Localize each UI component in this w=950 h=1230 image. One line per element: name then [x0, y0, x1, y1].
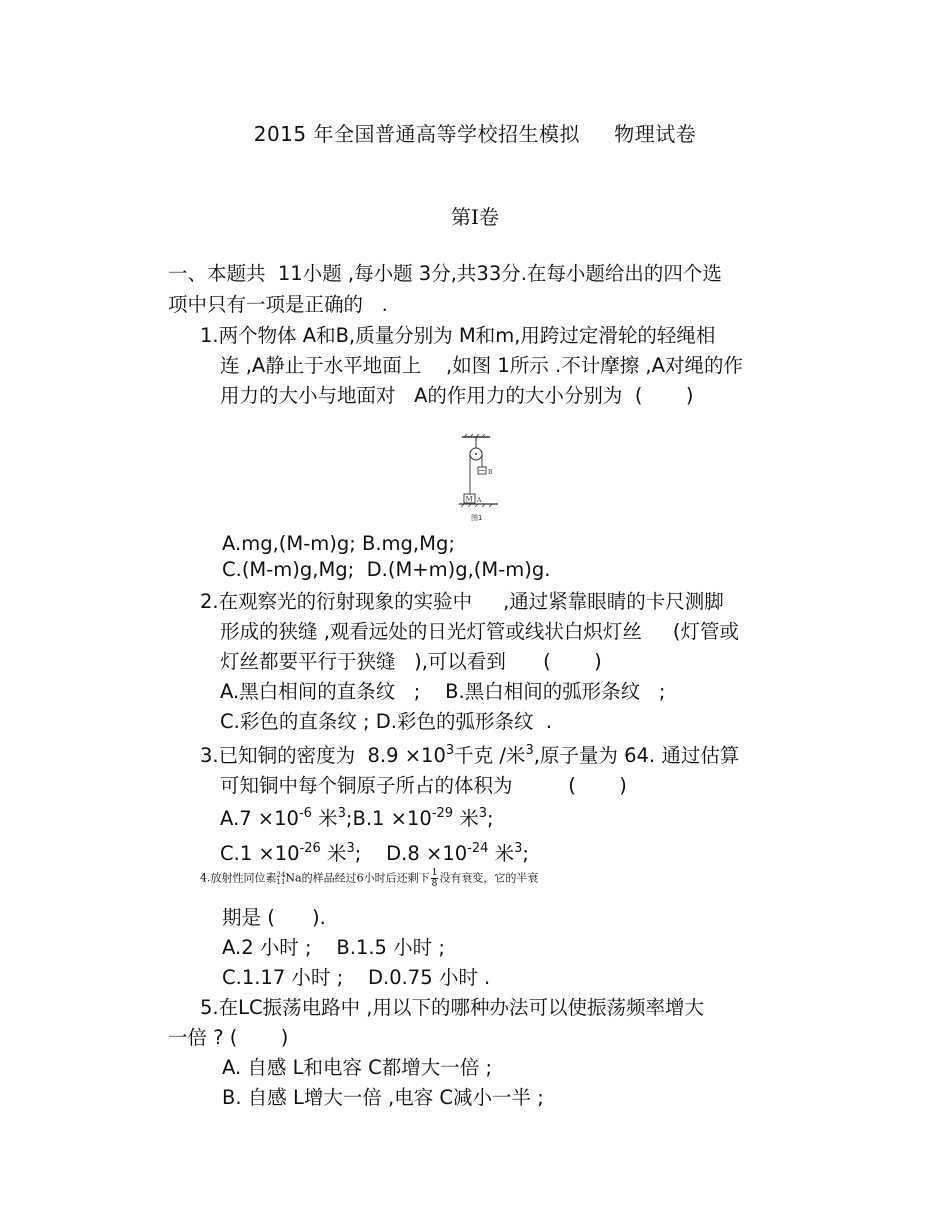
pulley-axle: [475, 453, 477, 455]
question-2-line: 灯丝都要平行于狭缝 ),可以看到 ( ): [220, 650, 602, 673]
question-2-option: A.黑白相间的直条纹 ; B.黑白相间的弧形条纹 ;: [220, 680, 666, 703]
question-2-option: C.彩色的直条纹 ; D.彩色的弧形条纹 .: [220, 710, 553, 733]
q3-density-exponent: 3: [445, 743, 455, 758]
unit: 米: [311, 807, 338, 830]
unit: 米: [453, 807, 479, 830]
separator: ;: [522, 842, 529, 865]
q3-option-b: ;B.1 ×10: [345, 807, 432, 830]
question-4-line: 期是 ( ).: [222, 906, 326, 929]
q3-density-unit: 千克 /米: [454, 744, 526, 767]
question-2-line: 形成的狭缝 ,观看远处的日光灯管或线状白炽灯丝 (灯管或: [220, 620, 739, 643]
fraction-numerator: 1: [431, 868, 438, 878]
exponent: -26: [299, 841, 321, 856]
pulley-svg: [456, 434, 506, 524]
label-b: B: [488, 469, 493, 476]
q3-option-a: A.7 ×10: [220, 807, 299, 830]
q3-atomic-mass-text: ,原子量为 64. 通过估算: [533, 744, 740, 767]
section-intro-line: 项中只有一项是正确的 .: [168, 293, 388, 316]
question-2-line: 2.在观察光的衍射现象的实验中 ,通过紧靠眼睛的卡尺测脚: [200, 590, 724, 613]
exponent: 3: [346, 841, 355, 856]
section-intro-line: 一、本题共 11小题 ,每小题 3分,共33分.在每小题给出的四个选: [168, 262, 722, 285]
question-5-option: A. 自感 L和电容 C都增大一倍 ;: [222, 1056, 493, 1079]
q4-text: 没有衰变，它的半衰: [439, 871, 539, 885]
question-5-line: 5.在LC振荡电路中 ,用以下的哪种办法可以使振荡频率增大: [200, 996, 704, 1019]
exponent: 3: [514, 841, 523, 856]
label-m: M: [465, 495, 473, 504]
atomic-number: 11: [276, 877, 286, 886]
fraction: [431, 868, 439, 889]
question-1-line: 用力的大小与地面对 A的作用力的大小分别为 ( ): [220, 384, 694, 407]
unit: 米: [488, 842, 515, 865]
question-1-line: 1.两个物体 A和B,质量分别为 M和m,用跨过定滑轮的轻绳相: [200, 324, 716, 347]
unit: 米: [320, 842, 347, 865]
q4-text: 4.放射性同位素: [200, 871, 277, 885]
separator: ;: [487, 807, 494, 830]
question-1-option: C.(M-m)g,Mg; D.(M+m)g,(M-m)g.: [222, 558, 551, 581]
q3-option-c: C.1 ×10: [220, 842, 300, 865]
q3-density-text: 3.已知铜的密度为 8.9 ×10: [200, 744, 446, 767]
question-3-line: [200, 740, 739, 768]
exam-title: 2015 年全国普通高等学校招生模拟 物理试卷: [253, 122, 697, 146]
question-4-option: C.1.17 小时 ; D.0.75 小时 .: [222, 966, 491, 989]
mass-number: 24: [276, 870, 286, 879]
question-4-option: A.2 小时 ; B.1.5 小时 ;: [222, 936, 445, 959]
figure-caption: 图1: [471, 514, 483, 522]
figure-1-pulley-diagram: [456, 434, 506, 524]
question-5-option: B. 自感 L增大一倍 ,电容 C减小一半 ;: [222, 1086, 544, 1109]
exponent: -29: [431, 806, 454, 821]
q3-density-unit-exponent: 3: [525, 743, 534, 758]
fraction-denominator: 8: [431, 879, 438, 889]
question-5-line: 一倍 ? ( ): [168, 1026, 289, 1049]
question-3-options-ab: [220, 803, 494, 831]
exponent: -24: [467, 841, 489, 856]
question-1-line: 连 ,A静止于水平地面上 ,如图 1所示 .不计摩擦 ,A对绳的作: [220, 354, 743, 377]
question-3-line: 可知铜中每个铜原子所占的体积为 ( ): [220, 774, 627, 797]
q4-text: 的样品经过6小时后还剩下: [301, 871, 430, 885]
volume-heading: 第Ⅰ卷: [451, 205, 499, 229]
exponent: 3: [337, 806, 346, 821]
question-1-option: A.mg,(M-m)g; B.mg,Mg;: [222, 532, 455, 555]
question-3-options-cd: [220, 838, 529, 866]
q3-option-d: ; D.8 ×10: [354, 842, 468, 865]
question-4-scanned-line: [200, 868, 538, 889]
exponent: 3: [478, 806, 488, 821]
label-a: A: [477, 497, 482, 504]
element-symbol: Na: [285, 871, 302, 885]
exponent: -6: [298, 806, 312, 821]
